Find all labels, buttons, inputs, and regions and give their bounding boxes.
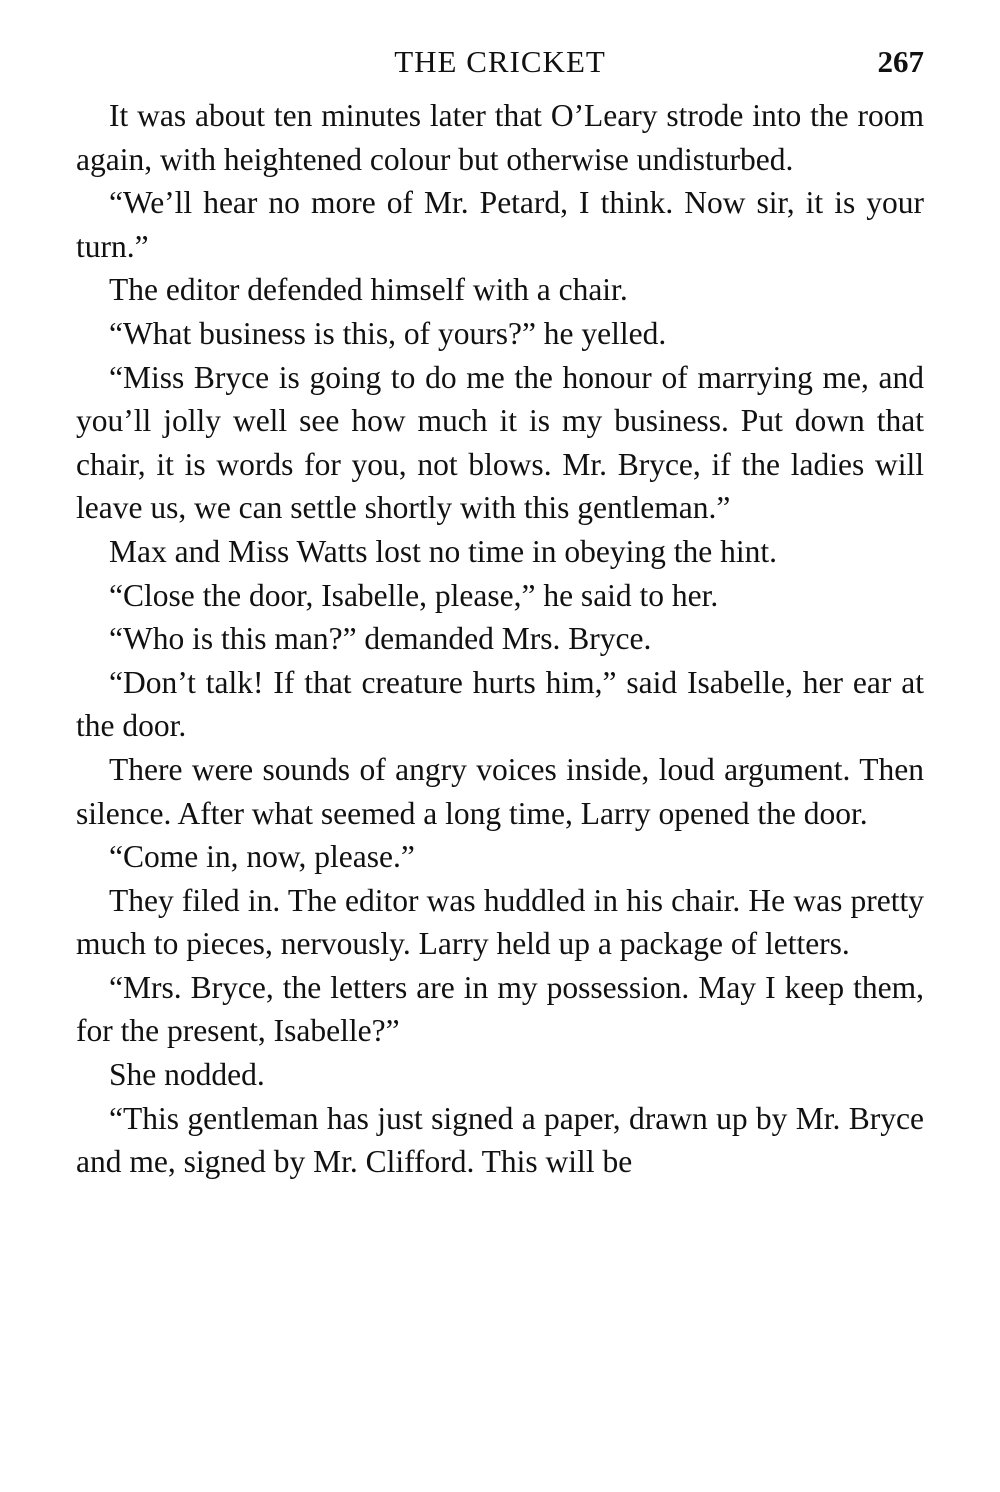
paragraph: “Come in, now, please.” <box>109 839 415 875</box>
book-page <box>76 40 924 1184</box>
paragraph: “Close the door, Isabelle, please,” he said to her. <box>109 577 719 613</box>
page-header <box>76 40 924 94</box>
paragraph: There were sounds of angry voices inside, loud argument. Then silence. After what seemed a long time, Larry opened the door. <box>76 751 924 831</box>
page-number: 267 <box>877 44 924 79</box>
paragraph: “This gentleman has just signed a paper, drawn up by Mr. Bryce and me, signed by Mr. Clifford. This will be <box>76 1100 924 1180</box>
paragraph: “Who is this man?” demanded Mrs. Bryce. <box>109 621 652 657</box>
body-text <box>76 94 924 1184</box>
paragraph: “We’ll hear no more of Mr. Petard, I think. Now sir, it is your turn.” <box>76 185 924 264</box>
paragraph: It was about ten minutes later that O’Leary strode into the room again, with heightened colour but otherwise undisturbed. <box>76 98 924 177</box>
paragraph: The editor defended himself with a chair. <box>109 272 628 308</box>
paragraph: They filed in. The editor was huddled in his chair. He was pretty much to pieces, nervously. Larry held up a package of letters. <box>76 882 924 962</box>
paragraph: “Mrs. Bryce, the letters are in my possession. May I keep them, for the present, Isabelle?” <box>76 969 924 1049</box>
paragraph: “Don’t talk! If that creature hurts him,” said Isabelle, her ear at the door. <box>76 664 924 744</box>
paragraph: Max and Miss Watts lost no time in obeying the hint. <box>109 533 777 569</box>
paragraph: “What business is this, of yours?” he yelled. <box>109 315 667 351</box>
running-title: THE CRICKET <box>394 44 606 79</box>
paragraph: She nodded. <box>109 1057 265 1093</box>
paragraph: “Miss Bryce is going to do me the honour of marrying me, and you’ll jolly well see how much it is my business. Put down that chair, it is words for you, not blows. Mr. Bryce, if the ladies will leave us, we can settle shortly with this gentleman.” <box>76 359 924 526</box>
